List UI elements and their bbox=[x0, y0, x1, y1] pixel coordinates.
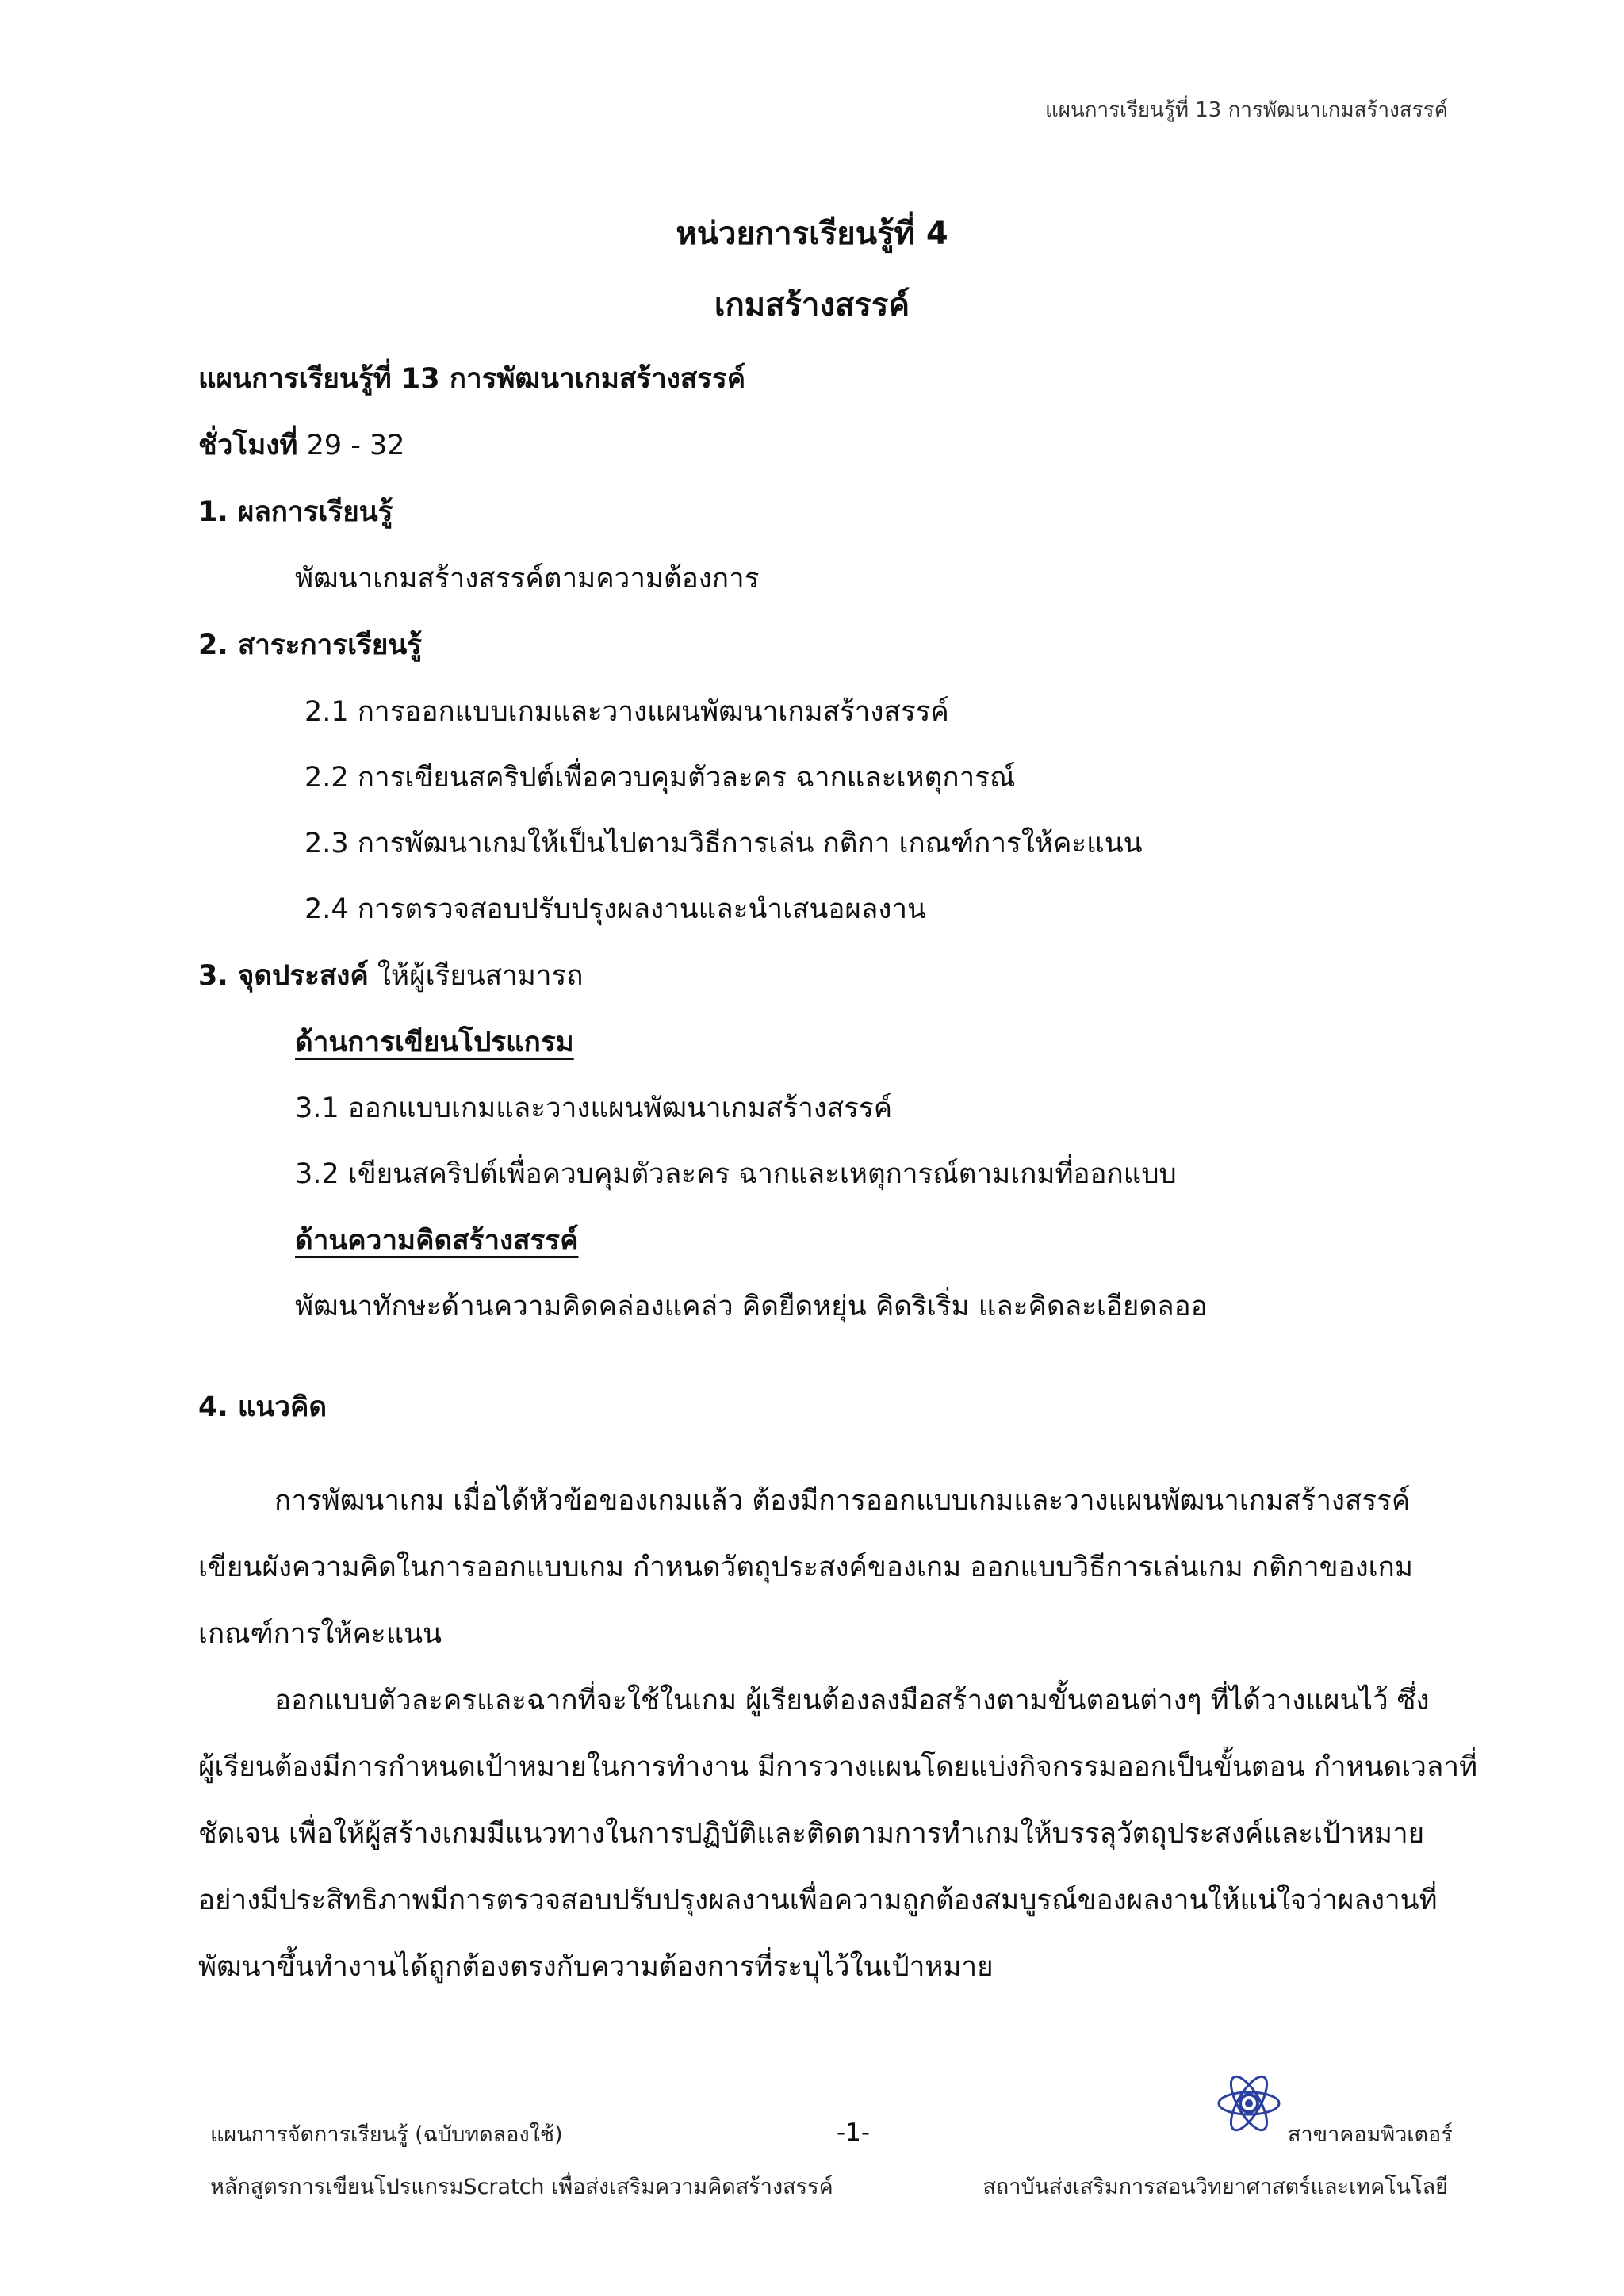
creativity-subheading: ด้านความคิดสร้างสรรค์ bbox=[295, 1225, 579, 1257]
concept-paragraph-line: ชัดเจน เพื่อให้ผู้สร้างเกมมีแนวทางในการปฏิบัติและติดตามการทำเกมให้บรรลุวัตถุประสงค์และเป้าหมาย bbox=[198, 1818, 1425, 1850]
concept-paragraph-line: เขียนผังความคิดในการออกแบบเกม กำหนดวัตถุประสงค์ของเกม ออกแบบวิธีการเล่นเกม กติกาของเกม bbox=[198, 1552, 1413, 1583]
hours-value: 29 - 32 bbox=[306, 430, 405, 461]
unit-title: หน่วยการเรียนรู้ที่ 4 bbox=[676, 216, 948, 252]
footer-right-line2: สถาบันส่งเสริมการสอนวิทยาศาสตร์และเทคโนโลยี bbox=[982, 2175, 1448, 2199]
concept-paragraph-line: เกณฑ์การให้คะแนน bbox=[198, 1618, 442, 1650]
running-header: แผนการเรียนรู้ที่ 13 การพัฒนาเกมสร้างสรรค์ bbox=[1044, 98, 1448, 122]
section-concept-heading: 4. แนวคิด bbox=[198, 1391, 327, 1423]
programming-item: 3.2 เขียนสคริปต์เพื่อควบคุมตัวละคร ฉากและเหตุการณ์ตามเกมที่ออกแบบ bbox=[295, 1158, 1177, 1190]
content-item: 2.2 การเขียนสคริปต์เพื่อควบคุมตัวละคร ฉากและเหตุการณ์ bbox=[304, 762, 1016, 794]
content-item: 2.3 การพัฒนาเกมให้เป็นไปตามวิธีการเล่น กติกา เกณฑ์การให้คะแนน bbox=[304, 828, 1143, 859]
page-number: -1- bbox=[836, 2118, 871, 2147]
concept-paragraph-line: การพัฒนาเกม เมื่อได้หัวข้อของเกมแล้ว ต้องมีการออกแบบเกมและวางแผนพัฒนาเกมสร้างสรรค์ bbox=[274, 1485, 1411, 1517]
ipst-emblem-icon bbox=[1216, 2071, 1281, 2136]
programming-item: 3.1 ออกแบบเกมและวางแผนพัฒนาเกมสร้างสรรค์ bbox=[295, 1093, 893, 1124]
concept-paragraph-line: ผู้เรียนต้องมีการกำหนดเป้าหมายในการทำงาน มีการวางแผนโดยแบ่งกิจกรรมออกเป็นขั้นตอน กำหนดเวลาที่ bbox=[198, 1751, 1478, 1783]
footer-left-line1: แผนการจัดการเรียนรู้ (ฉบับทดลองใช้) bbox=[210, 2122, 563, 2147]
section-objectives-heading: 3. จุดประสงค์ bbox=[198, 960, 369, 992]
content-item: 2.4 การตรวจสอบปรับปรุงผลงานและนำเสนอผลงาน bbox=[304, 894, 926, 925]
concept-paragraph-line: ออกแบบตัวละครและฉากที่จะใช้ในเกม ผู้เรียนต้องลงมือสร้างตามขั้นตอนต่างๆ ที่ได้วางแผนไว้ ซึ่ง bbox=[274, 1685, 1430, 1716]
section-outcome-text: พัฒนาเกมสร้างสรรค์ตามความต้องการ bbox=[295, 563, 760, 595]
section-objectives-line bbox=[198, 954, 584, 997]
programming-subheading: ด้านการเขียนโปรแกรม bbox=[295, 1027, 574, 1058]
hours-label: ชั่วโมงที่ bbox=[198, 430, 298, 461]
unit-subtitle: เกมสร้างสรรค์ bbox=[714, 287, 910, 323]
content-item: 2.1 การออกแบบเกมและวางแผนพัฒนาเกมสร้างสรรค์ bbox=[304, 696, 949, 728]
plan-title: แผนการเรียนรู้ที่ 13 การพัฒนาเกมสร้างสรรค์ bbox=[198, 363, 746, 395]
section-outcome-heading: 1. ผลการเรียนรู้ bbox=[198, 496, 393, 528]
concept-paragraph-line: พัฒนาขึ้นทำงานได้ถูกต้องตรงกับความต้องการที่ระบุไว้ในเป้าหมาย bbox=[198, 1951, 994, 1983]
footer-left-line2: หลักสูตรการเขียนโปรแกรมScratch เพื่อส่งเสริมความคิดสร้างสรรค์ bbox=[210, 2175, 833, 2199]
hours-line bbox=[198, 423, 405, 467]
section-objectives-intro: ให้ผู้เรียนสามารถ bbox=[377, 960, 584, 992]
concept-paragraph-line: อย่างมีประสิทธิภาพมีการตรวจสอบปรับปรุงผลงานเพื่อความถูกต้องสมบูรณ์ของผลงานให้แน่ใจว่าผลงานที่ bbox=[198, 1885, 1438, 1916]
footer-right-line1: สาขาคอมพิวเตอร์ bbox=[1288, 2122, 1453, 2147]
creativity-text: พัฒนาทักษะด้านความคิดคล่องแคล่ว คิดยืดหยุ่น คิดริเริ่ม และคิดละเอียดลออ bbox=[295, 1291, 1208, 1322]
section-content-heading: 2. สาระการเรียนรู้ bbox=[198, 629, 423, 661]
